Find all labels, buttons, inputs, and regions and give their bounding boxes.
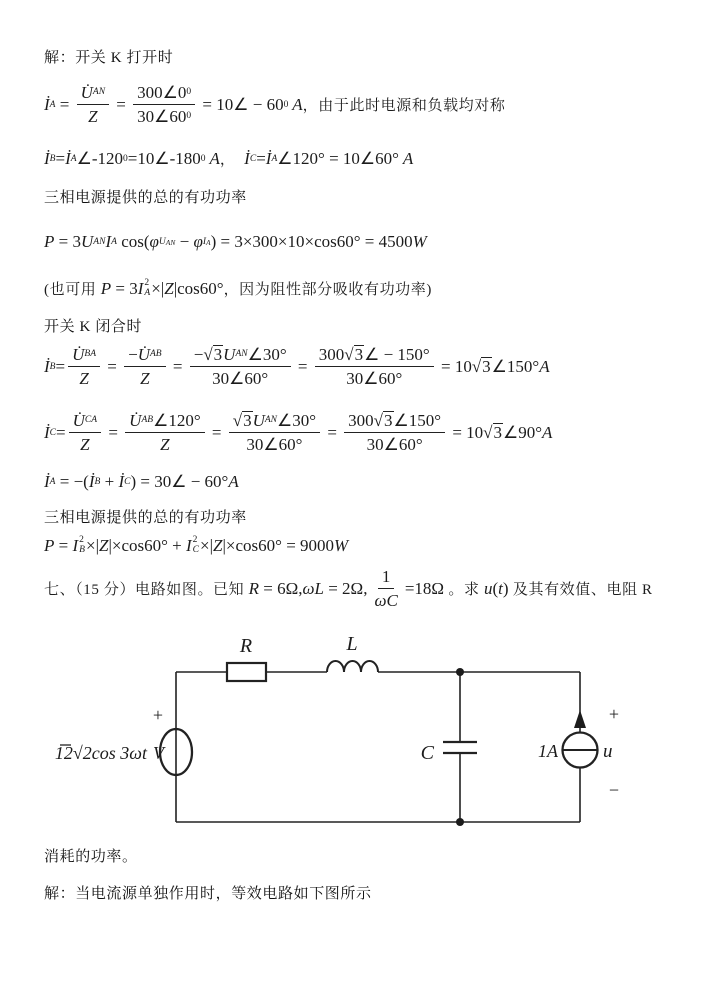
- formula-token: W: [412, 232, 427, 251]
- formula-token: C: [249, 153, 257, 164]
- formula-token: 3: [493, 422, 502, 442]
- formula-token: 3: [213, 345, 223, 364]
- formula-token: [84, 105, 101, 127]
- formula-token: U̇: [72, 411, 85, 430]
- formula-token: √: [344, 345, 354, 364]
- formula-token: CA: [84, 414, 98, 425]
- formula-token: = 10∠ − 60: [198, 94, 284, 114]
- formula-token: +: [100, 472, 119, 491]
- question-seven: [44, 566, 653, 612]
- formula-token: I: [202, 237, 207, 247]
- formula-token: [233, 410, 253, 431]
- formula-token: [75, 367, 92, 389]
- formula-token: ): [502, 578, 509, 598]
- formula-token: [344, 410, 445, 433]
- switch-closed-heading: 开关 K 闭合时: [44, 319, 143, 335]
- formula-token: 30∠60: [137, 107, 187, 127]
- formula-token: 及其有效值、电阻 R: [508, 582, 653, 599]
- formula-token: B: [49, 153, 56, 164]
- formula-token: [133, 82, 195, 128]
- formula-token: 30∠60°: [246, 435, 303, 455]
- formula-token: cos(: [116, 232, 150, 251]
- formula-token: [242, 433, 306, 455]
- formula-token: [69, 410, 101, 456]
- formula-token: U: [223, 345, 236, 364]
- formula-token: −: [193, 345, 204, 364]
- node-dot-bottom: [456, 818, 464, 826]
- formula-token: [370, 589, 401, 611]
- formula-token: 300∠0: [137, 83, 187, 102]
- formula-token: ×|: [85, 536, 99, 555]
- formula-token: [370, 566, 401, 612]
- formula-token: Z: [213, 536, 223, 555]
- formula-power-open: [44, 232, 427, 252]
- formula-token: ) = 3×300×10×cos60° = 4500: [210, 232, 413, 251]
- formula-token: ，: [219, 152, 245, 168]
- formula-ia-open: [44, 82, 505, 128]
- formula-token: = 3: [111, 278, 138, 298]
- output-plus-sign: +: [608, 704, 620, 724]
- formula-token: İ: [65, 148, 71, 168]
- formula-token: ，因为阻性部分吸收有功功率): [223, 282, 432, 298]
- formula-token: u: [483, 578, 493, 598]
- formula-token: A: [539, 356, 550, 376]
- formula-token: BA: [84, 348, 97, 359]
- formula-token: [133, 105, 195, 127]
- formula-token: ∠30°: [277, 411, 317, 430]
- formula-ic-closed: [44, 410, 552, 456]
- formula-token: [133, 82, 195, 105]
- formula-token: [229, 410, 320, 456]
- formula-token: = 10: [436, 356, 472, 376]
- formula-token: ∠90°: [503, 422, 543, 442]
- formula-token: ∠30°: [247, 345, 287, 364]
- formula-token: ) = 30∠ − 60°: [130, 472, 229, 491]
- formula-token: A: [49, 99, 56, 110]
- formula-token: 300: [318, 345, 345, 364]
- formula-token: U: [158, 237, 166, 247]
- formula-token: =: [323, 422, 342, 442]
- formula-token: U̇: [137, 345, 150, 364]
- formula-token: [344, 410, 445, 456]
- formula-token: Z: [80, 435, 90, 455]
- formula-token: İ: [44, 94, 50, 114]
- formula-ib-ic-open: [44, 148, 413, 169]
- formula-token: [125, 410, 204, 456]
- formula-token: AB: [141, 414, 154, 425]
- formula-token: I: [105, 232, 112, 251]
- voltage-source-unit: V: [153, 743, 164, 763]
- voltage-plus-sign: +: [152, 705, 164, 725]
- formula-token: −: [128, 345, 138, 364]
- formula-token: İ: [44, 422, 50, 442]
- formula-token: [68, 344, 100, 390]
- formula-token: AN: [165, 237, 176, 247]
- formula-token: AN: [264, 414, 278, 425]
- formula-token: [76, 433, 93, 455]
- formula-token: [472, 357, 492, 377]
- formula-token: A: [144, 287, 151, 298]
- voltage-source-value: 12√2cos 3ωt: [54, 743, 147, 763]
- formula-token: A: [111, 237, 117, 247]
- formula-token: [79, 536, 85, 555]
- output-minus-sign: −: [608, 780, 620, 800]
- formula-token: A: [542, 422, 553, 442]
- formula-token: [77, 82, 109, 105]
- formula-token: √: [471, 356, 482, 376]
- inductor-symbol: [327, 661, 378, 672]
- formula-token: I: [137, 278, 144, 298]
- formula-token: φ: [149, 232, 159, 251]
- formula-token: İ: [88, 472, 95, 491]
- capacitor-label: C: [420, 742, 434, 764]
- formula-token: I: [186, 536, 192, 555]
- formula-token: C: [192, 545, 200, 555]
- formula-token: ω: [374, 591, 387, 611]
- formula-token: 30∠60°: [212, 369, 269, 389]
- formula-token: B: [79, 545, 85, 555]
- formula-token: 3: [354, 345, 364, 364]
- formula-token: U: [80, 232, 94, 251]
- formula-ib-closed: [44, 344, 550, 390]
- formula-token: P: [100, 278, 112, 298]
- formula-token: φ: [193, 232, 203, 251]
- formula-token: √: [203, 345, 213, 364]
- formula-token: 2: [79, 535, 84, 546]
- formula-token: ∠120° = 10∠60°: [277, 148, 399, 168]
- formula-token: [374, 410, 394, 431]
- formula-token: = 3: [54, 232, 81, 251]
- formula-token: =: [55, 148, 66, 168]
- formula-token: [68, 344, 100, 367]
- formula-token: AN: [235, 348, 248, 359]
- formula-token: A: [49, 477, 56, 487]
- formula-token: Z: [164, 278, 174, 298]
- resistor-symbol: [227, 663, 266, 681]
- formula-token: İ: [265, 148, 272, 168]
- formula-token: AN: [92, 86, 106, 97]
- formula-token: 0: [200, 153, 206, 164]
- formula-token: =: [112, 94, 131, 114]
- formula-token: C: [124, 477, 131, 487]
- formula-power-closed: [44, 536, 348, 556]
- formula-token: İ: [44, 148, 50, 168]
- formula-token: =: [256, 148, 266, 168]
- formula-token: A: [271, 153, 278, 164]
- formula-token: Z: [160, 435, 170, 455]
- formula-token: C: [386, 591, 398, 611]
- formula-ia-closed: [44, 472, 239, 492]
- formula-token: ，由于此时电源和负载均对称: [302, 98, 506, 115]
- formula-token: (也可用: [44, 282, 101, 298]
- formula-token: 300: [348, 411, 374, 430]
- formula-token: P: [44, 232, 55, 251]
- formula-token: [315, 344, 434, 390]
- circuit-diagram: [0, 615, 709, 843]
- formula-token: Z: [98, 536, 109, 555]
- consumed-power-text: 消耗的功率。: [44, 849, 138, 865]
- formula-token: ×|: [200, 536, 214, 555]
- formula-token: U̇: [72, 345, 85, 364]
- formula-token: [124, 344, 166, 390]
- formula-power-note: [44, 278, 432, 299]
- formula-token: = 2Ω,: [323, 578, 368, 598]
- formula-token: 30∠60°: [366, 435, 423, 455]
- formula-token: |×cos60° +: [108, 536, 186, 555]
- formula-token: 0: [123, 153, 128, 164]
- formula-token: ∠-120: [76, 148, 123, 168]
- formula-token: A: [70, 153, 77, 164]
- formula-token: B: [49, 361, 56, 372]
- formula-token: Z: [88, 107, 98, 127]
- formula-token: =: [103, 356, 122, 376]
- formula-token: ∠150°: [491, 356, 540, 376]
- formula-token: =: [54, 536, 73, 555]
- formula-token: (: [492, 578, 499, 598]
- formula-token: W: [334, 536, 349, 555]
- formula-token: U̇: [80, 83, 93, 102]
- formula-token: İ: [44, 356, 50, 376]
- formula-token: [315, 344, 434, 367]
- total-power-heading-1: 三相电源提供的总的有功功率: [44, 190, 247, 206]
- formula-token: [344, 344, 364, 365]
- formula-token: =: [104, 422, 123, 442]
- formula-token: [77, 82, 109, 128]
- formula-token: 2: [192, 535, 198, 546]
- formula-token: [190, 344, 291, 390]
- formula-token: ω: [302, 578, 315, 598]
- formula-token: R: [248, 578, 259, 598]
- formula-token: =: [56, 422, 66, 442]
- formula-token: =10∠-180: [127, 148, 201, 168]
- current-source-value: 1A: [538, 741, 558, 761]
- formula-token: =: [293, 356, 312, 376]
- formula-token: A: [205, 148, 220, 168]
- formula-token: A: [288, 94, 303, 114]
- resistor-label: R: [239, 635, 253, 657]
- formula-token: [124, 344, 166, 367]
- formula-token: [125, 410, 204, 433]
- formula-token: İ: [44, 472, 50, 491]
- formula-token: 3: [482, 356, 491, 376]
- formula-token: Z: [79, 369, 89, 389]
- formula-token: İ: [118, 472, 125, 491]
- current-arrow-icon: [574, 710, 586, 728]
- output-voltage-label: u: [603, 741, 613, 762]
- formula-token: [136, 367, 153, 389]
- formula-token: ∠120°: [153, 411, 201, 430]
- formula-token: [203, 344, 223, 365]
- formula-token: 七、（15 分）电路如图。已知: [44, 582, 249, 599]
- formula-token: =: [168, 356, 187, 376]
- formula-token: 0: [186, 110, 192, 121]
- formula-token: ∠ − 150°: [364, 345, 430, 364]
- solution-open-heading: 解：开关 K 打开时: [44, 50, 174, 66]
- formula-token: = 10: [448, 422, 484, 442]
- formula-token: [342, 367, 406, 389]
- formula-token: 0: [283, 99, 289, 110]
- formula-token: =: [55, 356, 66, 376]
- formula-token: ×|: [151, 278, 165, 298]
- formula-token: 1: [381, 567, 391, 586]
- formula-token: I: [72, 536, 79, 555]
- formula-token: =18Ω: [404, 578, 445, 598]
- formula-token: 3: [384, 411, 393, 430]
- formula-token: [156, 433, 173, 455]
- formula-token: √: [373, 411, 384, 430]
- formula-token: AB: [149, 348, 162, 359]
- formula-token: =: [55, 94, 74, 114]
- formula-token: |×cos60° = 9000: [222, 536, 335, 555]
- formula-token: [483, 423, 503, 443]
- formula-token: [378, 566, 395, 589]
- total-power-heading-2: 三相电源提供的总的有功功率: [44, 510, 247, 526]
- formula-token: [144, 279, 150, 298]
- formula-token: P: [44, 536, 55, 555]
- formula-token: =: [207, 422, 226, 442]
- formula-token: 3: [243, 411, 252, 430]
- formula-token: |cos60°: [173, 278, 224, 298]
- formula-token: B: [94, 477, 101, 487]
- formula-token: 2: [144, 277, 150, 288]
- node-dot-top: [456, 668, 464, 676]
- formula-token: √: [232, 411, 243, 430]
- formula-token: [193, 536, 199, 555]
- formula-token: A: [206, 237, 211, 247]
- formula-token: −: [175, 232, 194, 251]
- formula-token: İ: [244, 148, 250, 168]
- formula-token: 。求: [444, 582, 484, 599]
- formula-token: [208, 367, 272, 389]
- formula-token: 0: [186, 86, 192, 97]
- formula-token: Z: [140, 369, 150, 389]
- formula-token: [190, 344, 291, 367]
- formula-token: A: [228, 472, 239, 491]
- inductor-label: L: [346, 633, 358, 655]
- formula-token: [69, 410, 101, 433]
- formula-token: ∠150°: [393, 411, 442, 430]
- solution-current-source-heading: 解：当电流源单独作用时，等效电路如下图所示: [44, 886, 372, 902]
- formula-token: U̇: [129, 411, 142, 430]
- formula-token: = 6Ω,: [259, 578, 303, 598]
- formula-token: C: [49, 427, 57, 438]
- formula-token: AN: [93, 237, 106, 247]
- formula-token: A: [398, 148, 414, 168]
- formula-token: L: [314, 578, 324, 598]
- formula-token: [229, 410, 320, 433]
- formula-token: [363, 433, 427, 455]
- formula-token: t: [498, 578, 503, 598]
- formula-token: √: [483, 422, 493, 442]
- formula-token: 30∠60°: [346, 369, 403, 389]
- formula-token: U: [252, 411, 265, 430]
- formula-token: = −(: [55, 472, 89, 491]
